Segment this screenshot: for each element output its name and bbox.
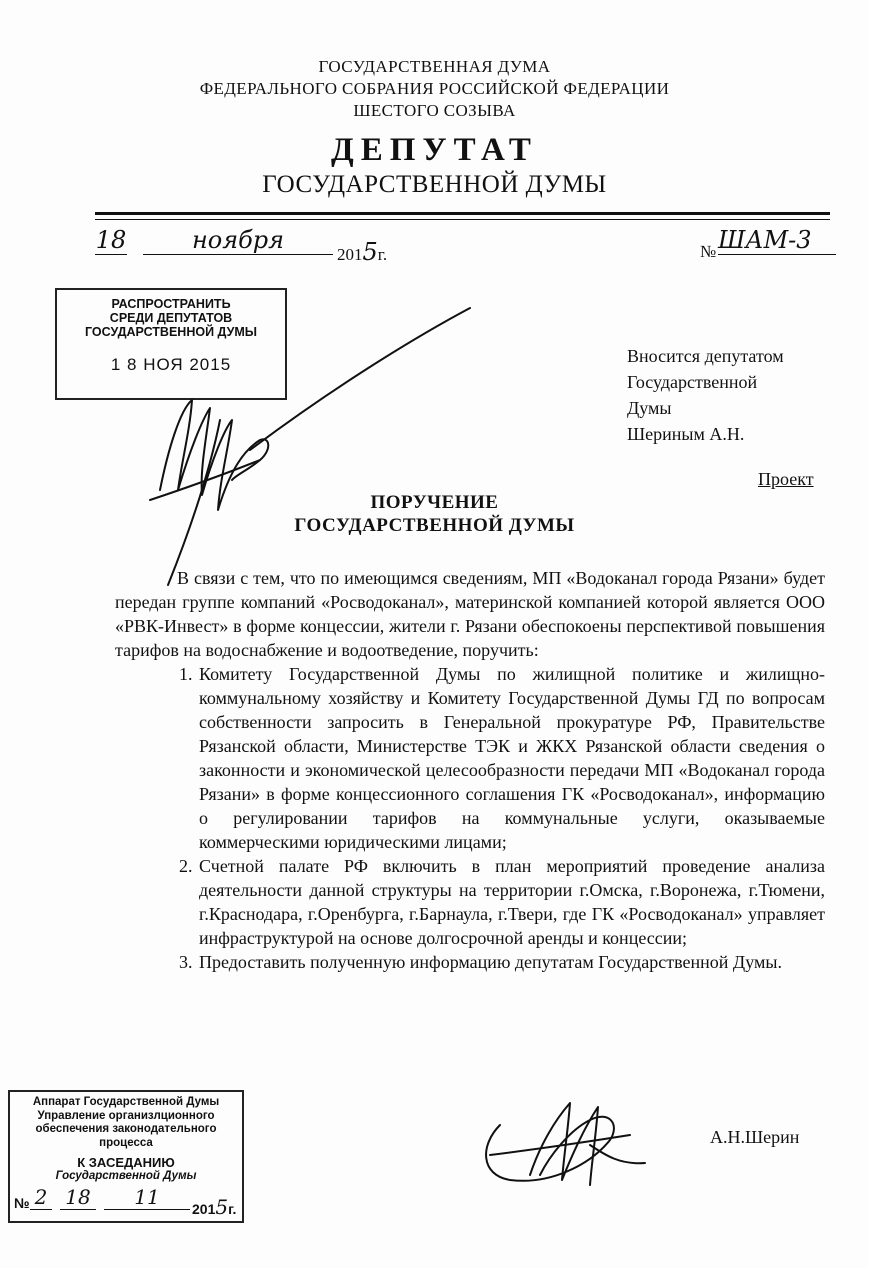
date-year-prefix: 201 [337,245,363,264]
meeting-stamp-year-prefix: 201 [192,1201,216,1217]
meeting-stamp-line-4: процесса [99,1136,153,1149]
list-item: 3. Предоставить полученную информацию депутатам Государственной Думы. [197,950,825,974]
meeting-stamp-month: 11 [104,1185,190,1210]
meeting-stamp-duma: Государственной Думы [55,1170,197,1182]
project-label: Проект [758,469,814,489]
body-list [115,662,825,974]
distribute-stamp-line-3: ГОСУДАРСТВЕННОЙ ДУМЫ [84,325,258,339]
distribute-stamp-date: 1 8 НОЯ 2015 [110,355,232,374]
meeting-stamp-suffix: г. [228,1201,237,1217]
distribute-stamp-line-2: СРЕДИ ДЕПУТАТОВ [109,311,233,325]
letterhead-duma: ГОСУДАРСТВЕННОЙ ДУМЫ [262,171,607,198]
meeting-stamp-year-digit: 5 [215,1195,229,1219]
submitted-by-line-4: Шериным А.Н. [627,424,745,444]
meeting-stamp-heading: К ЗАСЕДАНИЮ [77,1155,175,1170]
meeting-stamp [8,1090,244,1223]
letterhead-deputat: ДЕПУТАТ [331,132,538,168]
document-title-line-2: ГОСУДАРСТВЕННОЙ ДУМЫ [294,515,575,536]
meeting-stamp-line-3: обеспечения законодательного [35,1123,217,1135]
date-month: ноября [143,226,333,255]
number-value: ШАМ-3 [718,226,836,255]
submitted-by-line-1: Вносится депутатом [627,346,784,366]
meeting-stamp-year [192,1195,236,1219]
document-title-line-1: ПОРУЧЕНИЕ [370,492,499,513]
letterhead [0,56,869,200]
date-day: 18 [95,226,127,254]
header-rule-thick [95,212,830,215]
number-label: № [700,242,717,261]
date-year [337,238,387,266]
letterhead-line-2: ФЕДЕРАЛЬНОГО СОБРАНИЯ РОССИЙСКОЙ ФЕДЕРАЦИИ [199,79,670,98]
date-suffix: г. [377,245,388,264]
submitted-by-line-2: Государственной [627,372,758,392]
meeting-stamp-num-label: № [14,1195,30,1211]
header-rule-thin [95,219,830,220]
list-item: 1. Комитету Государственной Думы по жилищной политике и жилищно-коммунальному хозяйству и Комитету Государственной Думы ГД по вопросам собственности запросить в Генеральной прокуратуре РФ, Правительстве Рязанской области, Министерстве ТЭК и ЖКХ Рязанской области сведения о законности и экономической целесообразности передачи МП «Водоканал города Рязани» в форме концессионного соглашения ГК «Росводоканал», информацию о регулировании тарифов на коммунальные услуги, оказываемые коммерческими юридическими лицами; [197,662,825,854]
submitted-by [627,343,784,447]
distribute-stamp-line-1: РАСПРОСТРАНИТЬ [111,297,231,311]
body-intro: В связи с тем, что по имеющимся сведениям, МП «Водоканал города Рязани» будет передан группе компаний «Росводоканал», материнской компанией которой является ООО «РВК-Инвест» в форме концессии, жители г. Рязани обеспокоены перспективой повышения тарифов на водоснабжение и водоотведение, поручить: [115,568,825,660]
meeting-stamp-line-2: Управление организлционного [37,1109,215,1122]
letterhead-line-1: ГОСУДАРСТВЕННАЯ ДУМА [318,57,551,76]
author-signature [470,1085,670,1205]
meeting-stamp-number-row [14,1185,240,1219]
list-item: 2. Счетной палате РФ включить в план мероприятий проведение анализа деятельности данной структуры на территории г.Омска, г.Воронежа, г.Тюмени, г.Краснодара, г.Оренбурга, г.Барнаула, г.Твери, где ГК «Росводоканал» управляет инфраструктурой на основе долгосрочной аренды и концессии; [197,854,825,950]
document-body [115,566,825,974]
date-year-digit: 5 [362,238,378,266]
meeting-stamp-line-1: Аппарат Государственной Думы [32,1096,220,1108]
resolution-signature [120,300,480,600]
meeting-stamp-day: 18 [60,1185,96,1210]
submitted-by-line-3: Думы [627,398,672,418]
meeting-stamp-num-value: 2 [30,1185,52,1210]
letterhead-line-3: ШЕСТОГО СОЗЫВА [353,101,516,120]
signature-name: А.Н.Шерин [710,1127,800,1147]
